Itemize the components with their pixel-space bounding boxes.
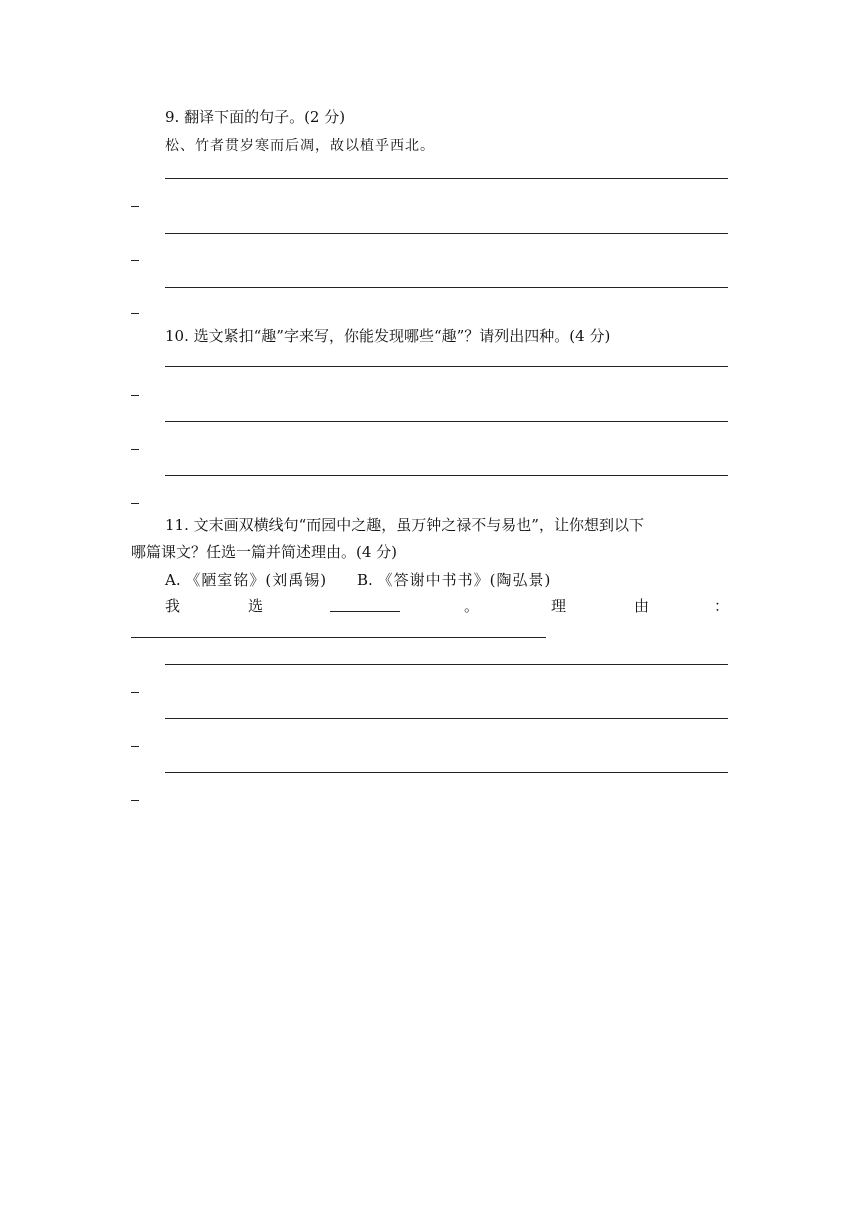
choice-blank-input[interactable] — [330, 611, 400, 612]
choose-char-1: 我 — [165, 597, 181, 615]
option-b-label: B. — [357, 571, 373, 589]
answer-line[interactable] — [165, 772, 728, 773]
answer-line[interactable] — [165, 718, 728, 719]
choose-char-4: 理 — [551, 597, 567, 615]
answer-line-dash — [131, 449, 139, 450]
answer-line[interactable] — [165, 287, 728, 288]
choose-char-5: 由 — [634, 597, 650, 615]
answer-line-dash — [131, 206, 139, 207]
answer-line-dash — [131, 692, 139, 693]
answer-line[interactable] — [165, 366, 728, 367]
choose-char-2: 选 — [248, 597, 264, 615]
option-a-title: 《陋室铭》 — [185, 571, 266, 589]
reason-line[interactable] — [131, 637, 546, 638]
answer-line[interactable] — [165, 475, 728, 476]
choose-char-3: 。 — [464, 597, 480, 615]
option-b-title: 《答谢中书书》 — [377, 571, 490, 589]
option-b-author: (陶弘景) — [489, 571, 552, 589]
option-b — [357, 569, 551, 590]
choose-char-6: ： — [714, 597, 730, 615]
answer-line[interactable] — [165, 421, 728, 422]
question-11-title-line2: 哪篇课文？任选一篇并简述理由。(4 分) — [131, 543, 398, 561]
question-10-title: 10. 选文紧扣“趣”字来写，你能发现哪些“趣”？请列出四种。(4 分) — [165, 327, 611, 345]
answer-line-dash — [131, 395, 139, 396]
answer-line-dash — [131, 313, 139, 314]
option-a — [165, 569, 327, 590]
answer-line[interactable] — [165, 664, 728, 665]
answer-line[interactable] — [165, 178, 728, 179]
question-9-sentence: 松、竹者贯岁寒而后凋，故以植乎西北。 — [165, 138, 435, 154]
option-a-author: (刘禹锡) — [265, 571, 328, 589]
question-11-title-line1: 11. 文末画双横线句“而园中之趣，虽万钟之禄不与易也”，让你想到以下 — [165, 516, 644, 534]
answer-line-dash — [131, 503, 139, 504]
answer-line-dash — [131, 800, 139, 801]
answer-line-dash — [131, 260, 139, 261]
answer-line-dash — [131, 746, 139, 747]
option-a-label: A. — [165, 571, 181, 589]
answer-line[interactable] — [165, 233, 728, 234]
question-9-title: 9. 翻译下面的句子。(2 分) — [165, 108, 346, 126]
